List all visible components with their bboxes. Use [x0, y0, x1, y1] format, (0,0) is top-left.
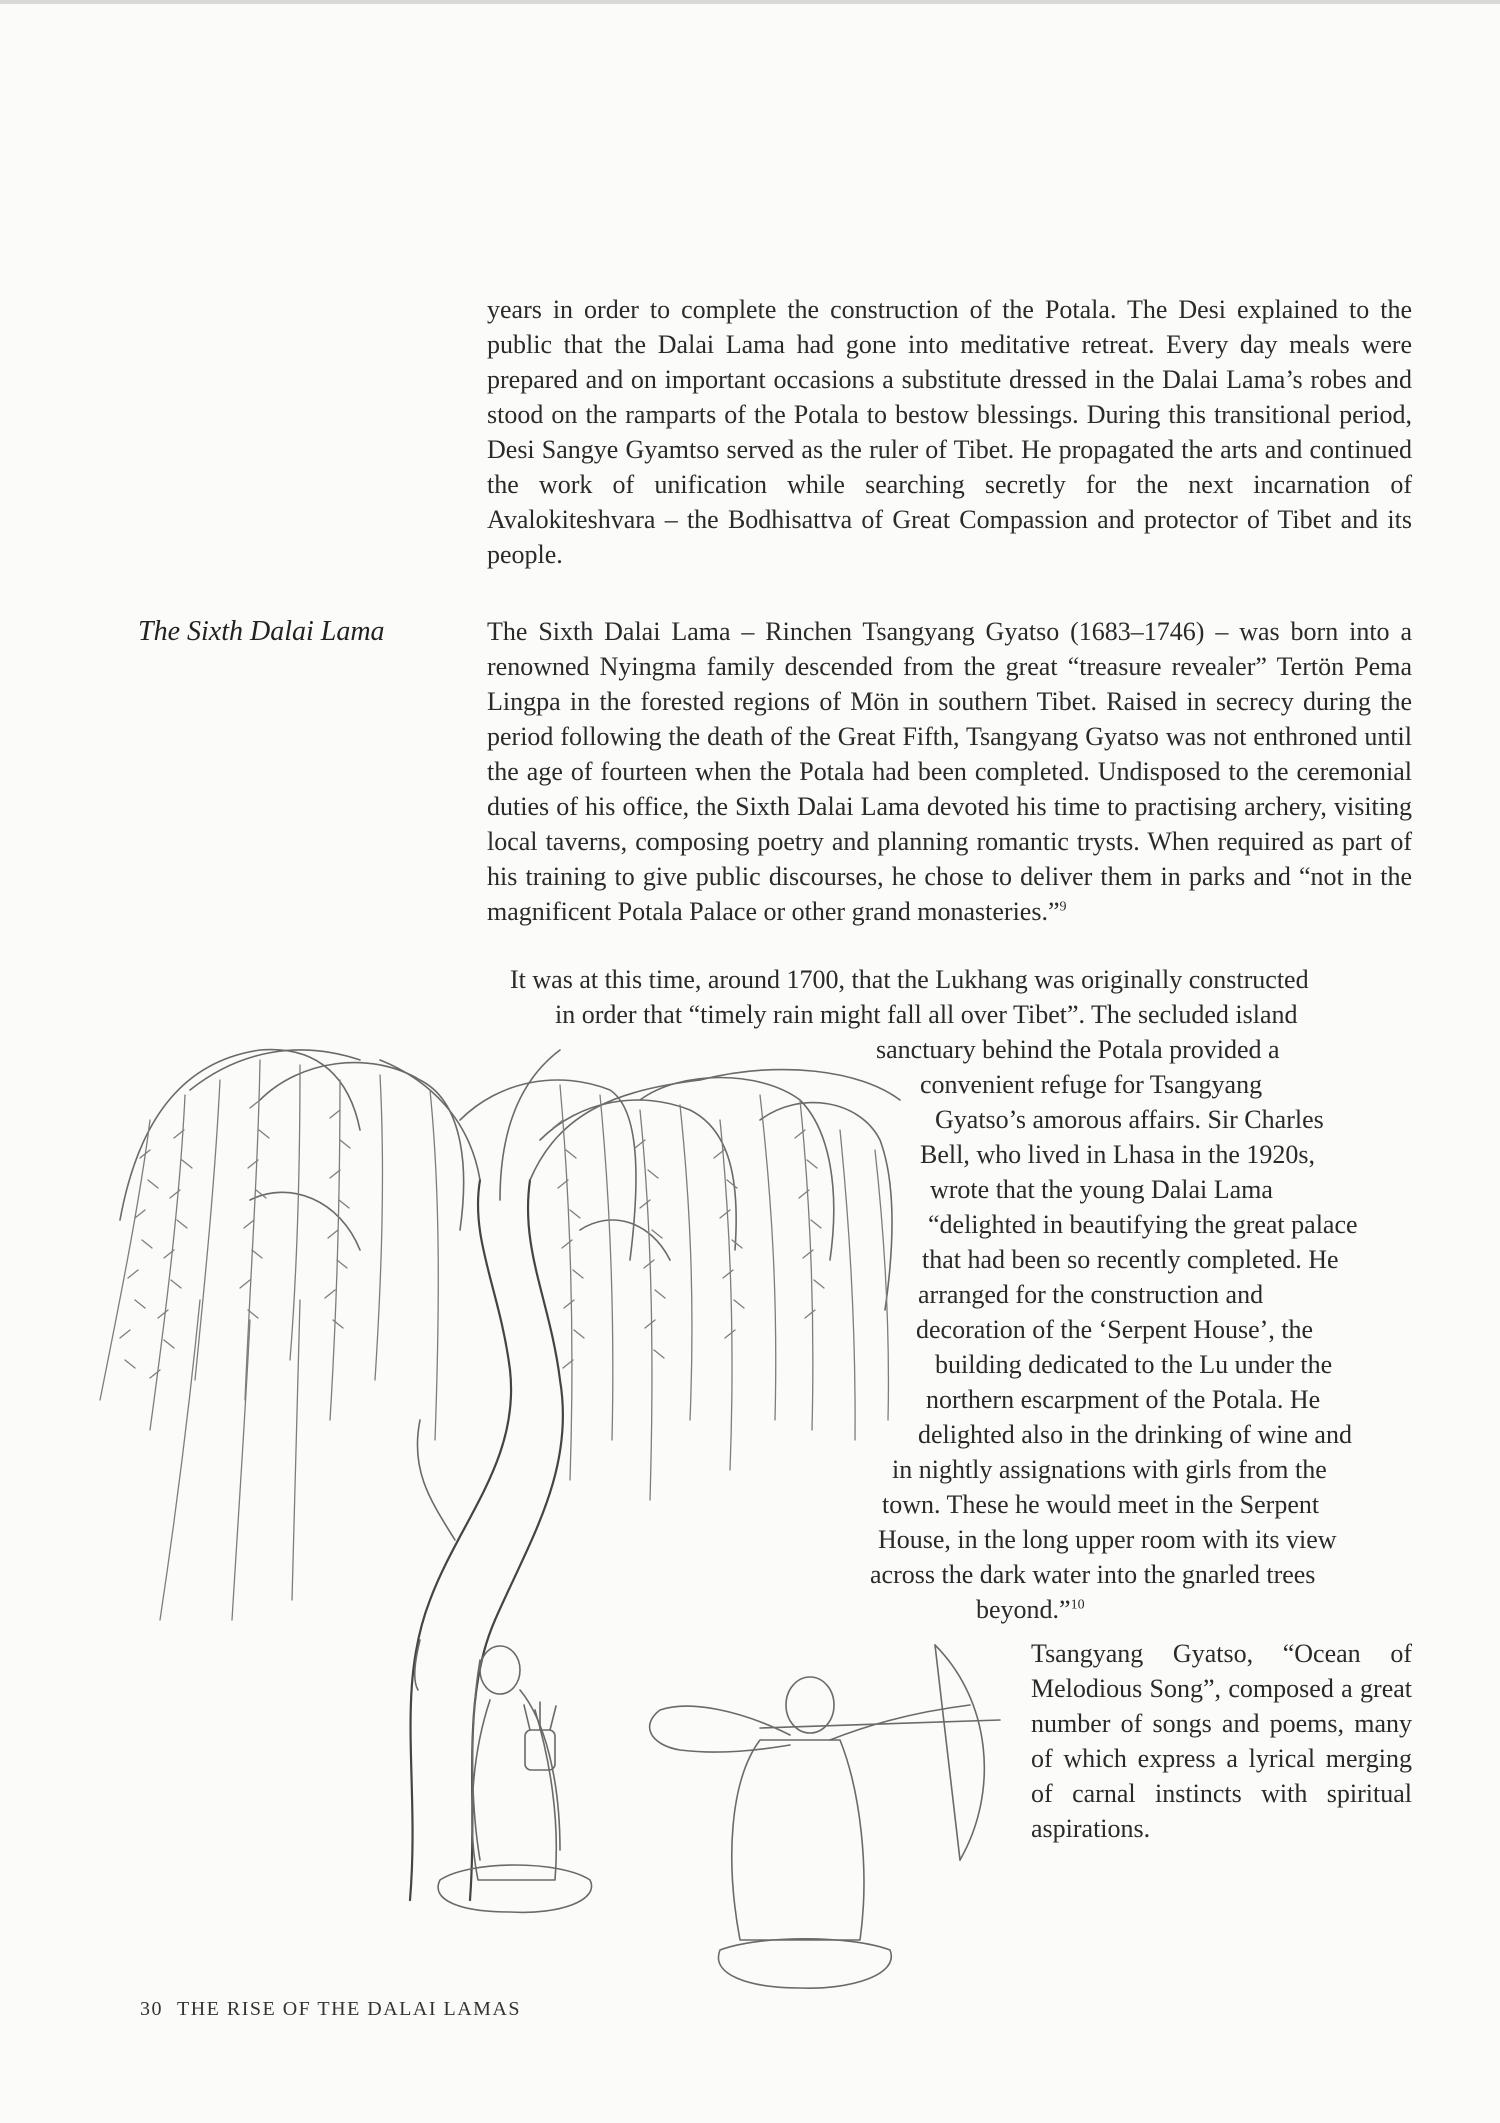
lukhang-line-last	[976, 1592, 1412, 1627]
lukhang-line: across the dark water into the gnarled trees	[870, 1560, 1316, 1589]
intro-paragraph: years in order to complete the construction of the Potala. The Desi explained to the public that the Dalai Lama had gone into meditative retreat. Every day meals were prepared and on important occasions a substitute dressed in the Dalai Lama’s robes and stood on the ramparts of the Potala to bestow blessings. During this transitional period, Desi Sangye Gyamtso served as the ruler of Tibet. He propagated the arts and continued the work of unification while searching secretly for the next incarnation of Avalokiteshvara – the Bodhisattva of Great Compassion and protector of Tibet and its people.	[487, 295, 1412, 569]
woman-figure	[438, 1646, 591, 1912]
lukhang-line: building dedicated to the Lu under the	[935, 1350, 1333, 1379]
lukhang-line: “delighted in beautifying the great palace	[928, 1210, 1358, 1239]
page-footer	[140, 1998, 521, 2021]
willow-leaf-ticks	[120, 1100, 824, 1378]
lukhang-line: decoration of the ‘Serpent House’, the	[916, 1315, 1314, 1344]
sixth-dalai-lama-paragraph	[487, 614, 1412, 929]
lukhang-line: House, in the long upper room with its view	[878, 1525, 1337, 1554]
sidebar-heading: The Sixth Dalai Lama	[138, 616, 385, 647]
willow-strands	[100, 1060, 888, 1620]
lukhang-line: It was at this time, around 1700, that the Lukhang was originally constructed	[510, 965, 1309, 994]
running-title: THE RISE OF THE DALAI LAMAS	[177, 1998, 522, 2020]
page-number: 30	[140, 1998, 163, 2020]
lukhang-line: in nightly assignations with girls from the	[892, 1455, 1327, 1484]
lukhang-line: town. These he would meet in the Serpent	[882, 1490, 1320, 1519]
lukhang-line: sanctuary behind the Potala provided a	[876, 1035, 1280, 1064]
lukhang-line: that had been so recently completed. He	[922, 1245, 1339, 1274]
footnote-marker-10: 10	[1070, 1597, 1085, 1613]
song-paragraph: Tsangyang Gyatso, “Ocean of Melodious Song”, composed a great number of songs and poems, many of which express a lyrical merging of carnal instincts with spiritual aspirations.	[1031, 1639, 1412, 1843]
lukhang-line: in order that “timely rain might fall all over Tibet”. The secluded island	[555, 1000, 1298, 1029]
lukhang-line: northern escarpment of the Potala. He	[926, 1385, 1321, 1414]
lukhang-line: wrote that the young Dalai Lama	[930, 1175, 1273, 1204]
willow-trunk	[190, 1050, 900, 1900]
sixth-paragraph-text: The Sixth Dalai Lama – Rinchen Tsangyang Gyatso (1683–1746) – was born into a renowned Nyingma family descended from the great “treasure revealer” Tertön Pema Lingpa in the forested regions of Mön in southern Tibet. Raised in secrecy during the period following the death of the Great Fifth, Tsangyang Gyatso was not enthroned until the age of fourteen when the Potala had been completed. Undisposed to the ceremonial duties of his office, the Sixth Dalai Lama devoted his time to practising archery, visiting local taverns, composing poetry and planning romantic trysts. When required as part of his training to give public discourses, he chose to deliver them in parks and “not in the magnificent Potala Palace or other grand monasteries.”	[487, 617, 1412, 926]
lukhang-line: arranged for the construction and	[918, 1280, 1264, 1309]
lukhang-line-text: beyond.”	[976, 1595, 1071, 1624]
lukhang-line: Bell, who lived in Lhasa in the 1920s,	[920, 1140, 1316, 1169]
lukhang-line: Gyatso’s amorous affairs. Sir Charles	[935, 1105, 1324, 1134]
footnote-marker-9: 9	[1059, 899, 1067, 915]
lukhang-line: delighted also in the drinking of wine and	[918, 1420, 1352, 1449]
lukhang-line: convenient refuge for Tsangyang	[920, 1070, 1263, 1099]
top-border	[0, 0, 1500, 4]
willow-canopy	[120, 1050, 892, 1310]
archer-figure	[650, 1645, 1000, 1988]
